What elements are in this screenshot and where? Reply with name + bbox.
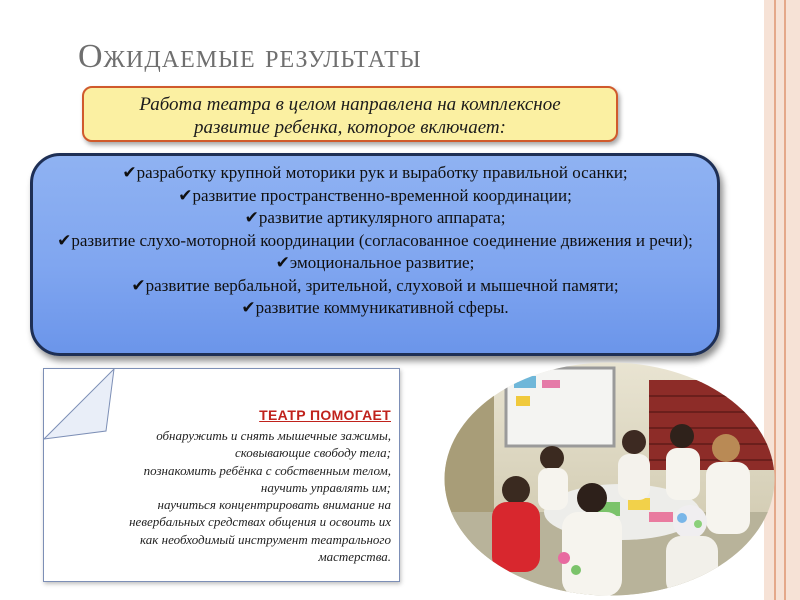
theatre-text: обнаружить и снять мышечные зажимы, сковывающие свободу тела; познакомить ребёнка с собственным телом, научить управлять им; научиться концентрировать внимание на невербальных средствах общения и освоить их как необходимый инструмент театрального мастерства. — [129, 428, 391, 565]
check-icon: ✔ — [57, 230, 72, 250]
children-activity-photo — [444, 362, 775, 596]
check-icon: ✔ — [275, 253, 290, 272]
page-title: Ожидаемые результаты — [78, 38, 422, 75]
list-item: ✔развитие вербальной, зрительной, слуховой и мышечной памяти; — [131, 275, 619, 295]
list-item: ✔развитие артикулярного аппарата; — [244, 208, 506, 227]
check-icon: ✔ — [241, 298, 256, 317]
theatre-helps-box — [43, 368, 400, 582]
check-icon: ✔ — [131, 275, 146, 295]
intro-callout — [82, 86, 618, 142]
list-item: ✔эмоциональное развитие; — [275, 253, 475, 272]
check-icon: ✔ — [122, 163, 137, 182]
intro-line-1: Работа театра в целом направлена на комплексное — [139, 94, 561, 115]
intro-line-2: развитие ребенка, которое включает: — [194, 117, 506, 138]
results-list — [30, 153, 720, 356]
list-item: ✔разработку крупной моторики рук и выработку правильной осанки; — [122, 163, 628, 182]
theatre-heading: ТЕАТР ПОМОГАЕТ — [259, 407, 391, 423]
check-icon: ✔ — [178, 185, 193, 205]
check-icon: ✔ — [244, 208, 259, 227]
list-item: ✔развитие пространственно-временной координации; — [178, 185, 572, 205]
list-item: ✔развитие коммуникативной сферы. — [241, 298, 509, 317]
list-item: ✔развитие слухо-моторной координации (согласованное соединение движения и речи); — [57, 230, 693, 250]
